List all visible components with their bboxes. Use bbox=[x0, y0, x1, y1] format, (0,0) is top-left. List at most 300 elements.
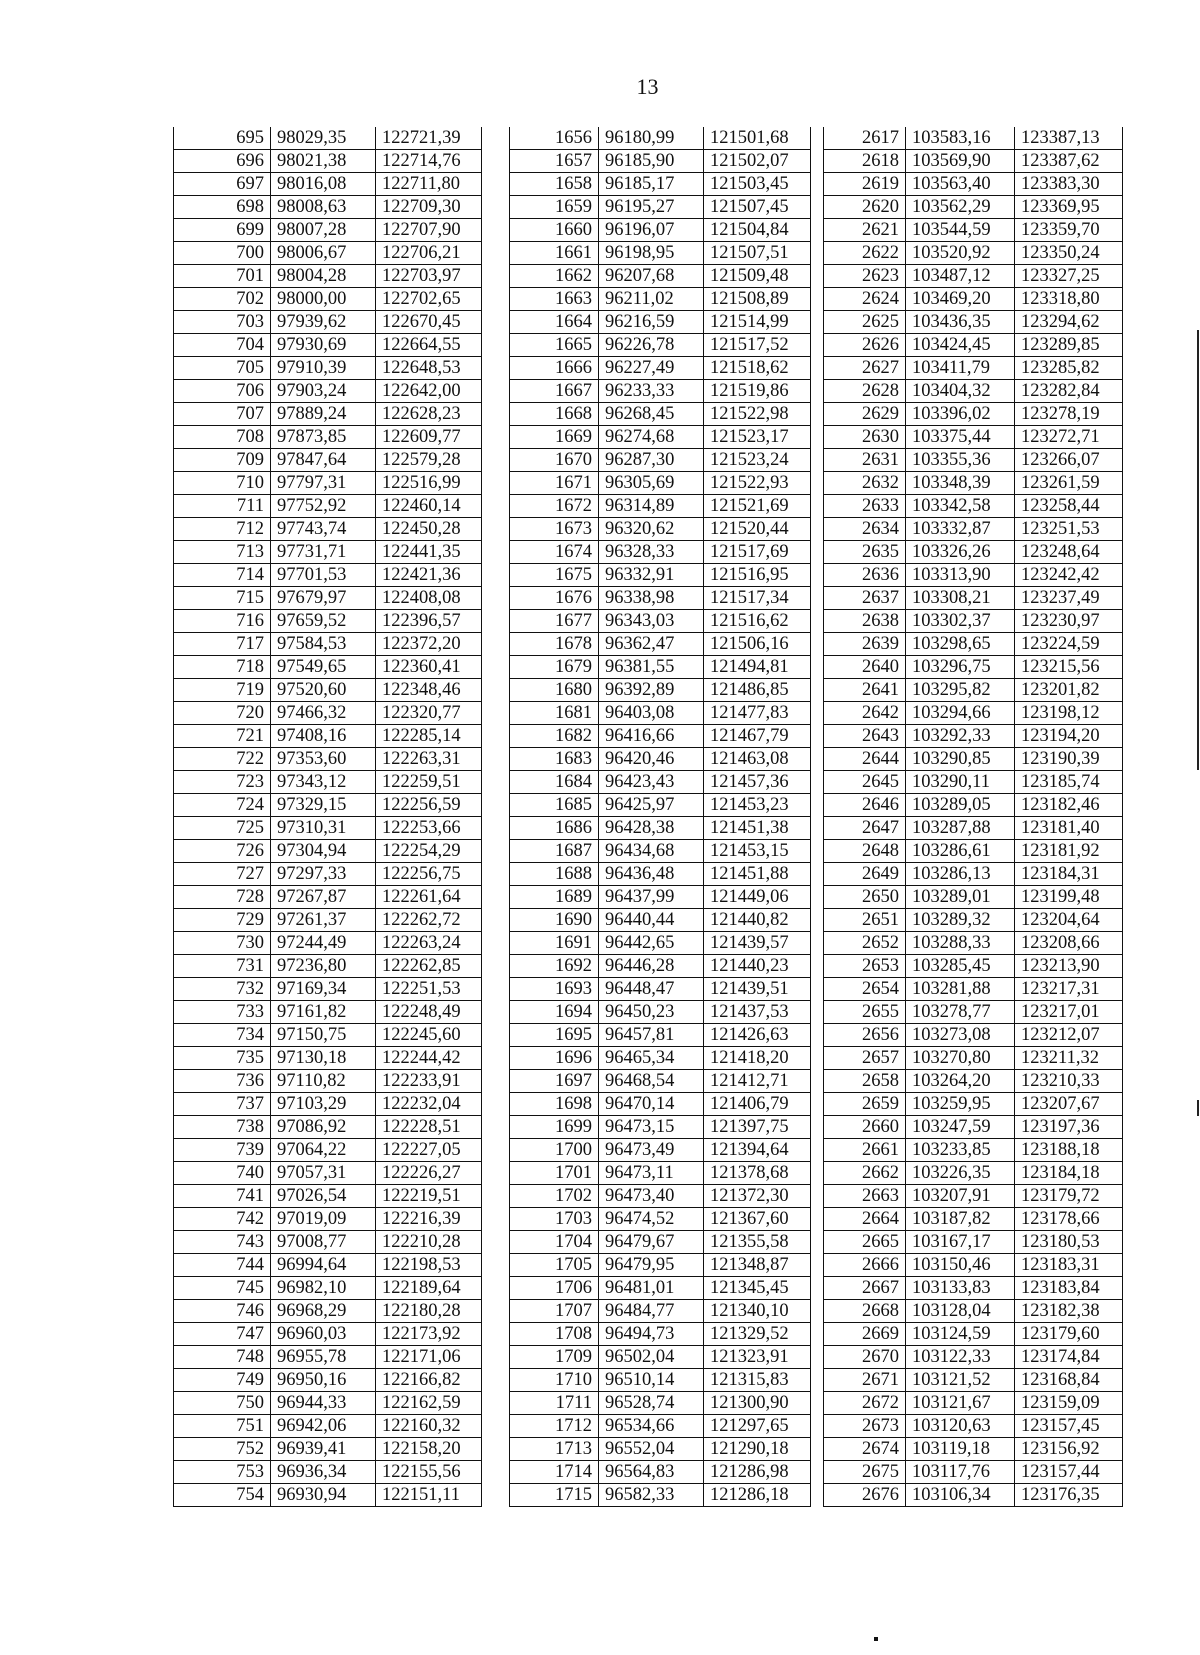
x-coordinate-cell: 96955,78 bbox=[271, 1346, 376, 1369]
y-coordinate-cell: 123190,39 bbox=[1015, 748, 1123, 771]
table-row bbox=[174, 1254, 482, 1277]
table-row bbox=[510, 265, 811, 288]
x-coordinate-cell: 98007,28 bbox=[271, 219, 376, 242]
x-coordinate-cell: 103286,13 bbox=[906, 863, 1015, 886]
point-number-cell: 2667 bbox=[824, 1277, 906, 1300]
table-row bbox=[510, 633, 811, 656]
y-coordinate-cell: 122263,24 bbox=[376, 932, 482, 955]
y-coordinate-cell: 123350,24 bbox=[1015, 242, 1123, 265]
x-coordinate-cell: 103355,36 bbox=[906, 449, 1015, 472]
point-number-cell: 1675 bbox=[510, 564, 599, 587]
table-row bbox=[510, 840, 811, 863]
scan-edge-mark bbox=[1197, 1100, 1199, 1116]
point-number-cell: 2628 bbox=[824, 380, 906, 403]
table-row bbox=[174, 518, 482, 541]
x-coordinate-cell: 96428,38 bbox=[599, 817, 704, 840]
y-coordinate-cell: 122609,77 bbox=[376, 426, 482, 449]
y-coordinate-cell: 122396,57 bbox=[376, 610, 482, 633]
x-coordinate-cell: 97161,82 bbox=[271, 1001, 376, 1024]
x-coordinate-cell: 96185,17 bbox=[599, 173, 704, 196]
x-coordinate-cell: 97549,65 bbox=[271, 656, 376, 679]
x-coordinate-cell: 103247,59 bbox=[906, 1116, 1015, 1139]
y-coordinate-cell: 121508,89 bbox=[704, 288, 811, 311]
x-coordinate-cell: 97797,31 bbox=[271, 472, 376, 495]
y-coordinate-cell: 121451,38 bbox=[704, 817, 811, 840]
table-row bbox=[510, 1369, 811, 1392]
point-number-cell: 713 bbox=[174, 541, 271, 564]
point-number-cell: 1700 bbox=[510, 1139, 599, 1162]
point-number-cell: 723 bbox=[174, 771, 271, 794]
point-number-cell: 751 bbox=[174, 1415, 271, 1438]
x-coordinate-cell: 97064,22 bbox=[271, 1139, 376, 1162]
y-coordinate-cell: 123387,13 bbox=[1015, 127, 1123, 150]
table-row bbox=[824, 863, 1123, 886]
x-coordinate-cell: 96473,11 bbox=[599, 1162, 704, 1185]
table-row bbox=[824, 610, 1123, 633]
point-number-cell: 1657 bbox=[510, 150, 599, 173]
table-row bbox=[510, 127, 811, 150]
x-coordinate-cell: 103273,08 bbox=[906, 1024, 1015, 1047]
x-coordinate-cell: 97930,69 bbox=[271, 334, 376, 357]
x-coordinate-cell: 96982,10 bbox=[271, 1277, 376, 1300]
table-row bbox=[174, 541, 482, 564]
point-number-cell: 1671 bbox=[510, 472, 599, 495]
y-coordinate-cell: 123179,60 bbox=[1015, 1323, 1123, 1346]
table-row bbox=[510, 1208, 811, 1231]
point-number-cell: 1685 bbox=[510, 794, 599, 817]
x-coordinate-cell: 96528,74 bbox=[599, 1392, 704, 1415]
x-coordinate-cell: 96381,55 bbox=[599, 656, 704, 679]
y-coordinate-cell: 121372,30 bbox=[704, 1185, 811, 1208]
table-row bbox=[510, 1116, 811, 1139]
table-row bbox=[510, 1277, 811, 1300]
y-coordinate-cell: 121509,48 bbox=[704, 265, 811, 288]
point-number-cell: 725 bbox=[174, 817, 271, 840]
x-coordinate-cell: 97903,24 bbox=[271, 380, 376, 403]
point-number-cell: 2633 bbox=[824, 495, 906, 518]
y-coordinate-cell: 122262,85 bbox=[376, 955, 482, 978]
table-row bbox=[824, 518, 1123, 541]
point-number-cell: 2659 bbox=[824, 1093, 906, 1116]
table-row bbox=[510, 219, 811, 242]
x-coordinate-cell: 97236,80 bbox=[271, 955, 376, 978]
x-coordinate-cell: 103281,88 bbox=[906, 978, 1015, 1001]
y-coordinate-cell: 121286,98 bbox=[704, 1461, 811, 1484]
point-number-cell: 738 bbox=[174, 1116, 271, 1139]
table-row bbox=[510, 1231, 811, 1254]
y-coordinate-cell: 121477,83 bbox=[704, 702, 811, 725]
x-coordinate-cell: 103117,76 bbox=[906, 1461, 1015, 1484]
y-coordinate-cell: 122628,23 bbox=[376, 403, 482, 426]
x-coordinate-cell: 103285,45 bbox=[906, 955, 1015, 978]
x-coordinate-cell: 103487,12 bbox=[906, 265, 1015, 288]
y-coordinate-cell: 122228,51 bbox=[376, 1116, 482, 1139]
x-coordinate-cell: 96420,46 bbox=[599, 748, 704, 771]
x-coordinate-cell: 96274,68 bbox=[599, 426, 704, 449]
x-coordinate-cell: 96960,03 bbox=[271, 1323, 376, 1346]
point-number-cell: 1713 bbox=[510, 1438, 599, 1461]
scan-edge-mark bbox=[1197, 330, 1199, 770]
table-row bbox=[510, 1070, 811, 1093]
x-coordinate-cell: 97329,15 bbox=[271, 794, 376, 817]
x-coordinate-cell: 103396,02 bbox=[906, 403, 1015, 426]
table-row bbox=[510, 1415, 811, 1438]
point-number-cell: 2665 bbox=[824, 1231, 906, 1254]
table-row bbox=[174, 679, 482, 702]
table-row bbox=[510, 518, 811, 541]
x-coordinate-cell: 103348,39 bbox=[906, 472, 1015, 495]
point-number-cell: 2674 bbox=[824, 1438, 906, 1461]
point-number-cell: 1708 bbox=[510, 1323, 599, 1346]
table-row bbox=[174, 403, 482, 426]
y-coordinate-cell: 123183,84 bbox=[1015, 1277, 1123, 1300]
x-coordinate-cell: 97939,62 bbox=[271, 311, 376, 334]
x-coordinate-cell: 96180,99 bbox=[599, 127, 704, 150]
table-row bbox=[174, 978, 482, 1001]
point-number-cell: 2673 bbox=[824, 1415, 906, 1438]
x-coordinate-cell: 96968,29 bbox=[271, 1300, 376, 1323]
y-coordinate-cell: 121286,18 bbox=[704, 1484, 811, 1507]
y-coordinate-cell: 122711,80 bbox=[376, 173, 482, 196]
y-coordinate-cell: 122262,72 bbox=[376, 909, 482, 932]
table-row bbox=[174, 1346, 482, 1369]
y-coordinate-cell: 123242,42 bbox=[1015, 564, 1123, 587]
y-coordinate-cell: 123179,72 bbox=[1015, 1185, 1123, 1208]
y-coordinate-cell: 122460,14 bbox=[376, 495, 482, 518]
table-row bbox=[174, 1323, 482, 1346]
x-coordinate-cell: 96320,62 bbox=[599, 518, 704, 541]
point-number-cell: 699 bbox=[174, 219, 271, 242]
table-row bbox=[174, 1024, 482, 1047]
point-number-cell: 1666 bbox=[510, 357, 599, 380]
y-coordinate-cell: 123266,07 bbox=[1015, 449, 1123, 472]
table-row bbox=[824, 587, 1123, 610]
x-coordinate-cell: 96314,89 bbox=[599, 495, 704, 518]
y-coordinate-cell: 123294,62 bbox=[1015, 311, 1123, 334]
point-number-cell: 2631 bbox=[824, 449, 906, 472]
point-number-cell: 745 bbox=[174, 1277, 271, 1300]
table-row bbox=[824, 265, 1123, 288]
point-number-cell: 2648 bbox=[824, 840, 906, 863]
x-coordinate-cell: 96436,48 bbox=[599, 863, 704, 886]
table-row bbox=[174, 265, 482, 288]
y-coordinate-cell: 121506,16 bbox=[704, 633, 811, 656]
x-coordinate-cell: 96448,47 bbox=[599, 978, 704, 1001]
table-row bbox=[824, 1139, 1123, 1162]
point-number-cell: 2618 bbox=[824, 150, 906, 173]
x-coordinate-cell: 97408,16 bbox=[271, 725, 376, 748]
y-coordinate-cell: 121523,17 bbox=[704, 426, 811, 449]
table-row bbox=[174, 357, 482, 380]
table-row bbox=[510, 817, 811, 840]
y-coordinate-cell: 121507,51 bbox=[704, 242, 811, 265]
point-number-cell: 2649 bbox=[824, 863, 906, 886]
table-row bbox=[824, 840, 1123, 863]
x-coordinate-cell: 103544,59 bbox=[906, 219, 1015, 242]
y-coordinate-cell: 121297,65 bbox=[704, 1415, 811, 1438]
y-coordinate-cell: 123369,95 bbox=[1015, 196, 1123, 219]
table-row bbox=[824, 357, 1123, 380]
x-coordinate-cell: 103302,37 bbox=[906, 610, 1015, 633]
table-row bbox=[510, 1254, 811, 1277]
x-coordinate-cell: 97150,75 bbox=[271, 1024, 376, 1047]
x-coordinate-cell: 103233,85 bbox=[906, 1139, 1015, 1162]
table-row bbox=[824, 334, 1123, 357]
table-row bbox=[510, 1438, 811, 1461]
x-coordinate-cell: 96450,23 bbox=[599, 1001, 704, 1024]
y-coordinate-cell: 122714,76 bbox=[376, 150, 482, 173]
x-coordinate-cell: 96552,04 bbox=[599, 1438, 704, 1461]
y-coordinate-cell: 123217,01 bbox=[1015, 1001, 1123, 1024]
point-number-cell: 1678 bbox=[510, 633, 599, 656]
x-coordinate-cell: 103150,46 bbox=[906, 1254, 1015, 1277]
x-coordinate-cell: 97731,71 bbox=[271, 541, 376, 564]
table-row bbox=[174, 1185, 482, 1208]
table-row bbox=[174, 311, 482, 334]
table-row bbox=[824, 748, 1123, 771]
point-number-cell: 1706 bbox=[510, 1277, 599, 1300]
table-row bbox=[824, 380, 1123, 403]
y-coordinate-cell: 123194,20 bbox=[1015, 725, 1123, 748]
point-number-cell: 1696 bbox=[510, 1047, 599, 1070]
y-coordinate-cell: 122709,30 bbox=[376, 196, 482, 219]
point-number-cell: 704 bbox=[174, 334, 271, 357]
table-row bbox=[174, 1461, 482, 1484]
point-number-cell: 2642 bbox=[824, 702, 906, 725]
table-row bbox=[510, 449, 811, 472]
x-coordinate-cell: 96479,95 bbox=[599, 1254, 704, 1277]
point-number-cell: 1659 bbox=[510, 196, 599, 219]
table-row bbox=[174, 150, 482, 173]
table-row bbox=[824, 656, 1123, 679]
point-number-cell: 712 bbox=[174, 518, 271, 541]
x-coordinate-cell: 96207,68 bbox=[599, 265, 704, 288]
x-coordinate-cell: 103288,33 bbox=[906, 932, 1015, 955]
x-coordinate-cell: 96473,15 bbox=[599, 1116, 704, 1139]
table-row bbox=[824, 1323, 1123, 1346]
y-coordinate-cell: 123210,33 bbox=[1015, 1070, 1123, 1093]
x-coordinate-cell: 96473,49 bbox=[599, 1139, 704, 1162]
y-coordinate-cell: 123212,07 bbox=[1015, 1024, 1123, 1047]
x-coordinate-cell: 103289,01 bbox=[906, 886, 1015, 909]
point-number-cell: 726 bbox=[174, 840, 271, 863]
x-coordinate-cell: 98008,63 bbox=[271, 196, 376, 219]
y-coordinate-cell: 122707,90 bbox=[376, 219, 482, 242]
table-row bbox=[174, 725, 482, 748]
table-row bbox=[824, 1300, 1123, 1323]
x-coordinate-cell: 96332,91 bbox=[599, 564, 704, 587]
x-coordinate-cell: 97297,33 bbox=[271, 863, 376, 886]
table-row bbox=[824, 1001, 1123, 1024]
x-coordinate-cell: 96328,33 bbox=[599, 541, 704, 564]
table-row bbox=[824, 955, 1123, 978]
x-coordinate-cell: 96484,77 bbox=[599, 1300, 704, 1323]
point-number-cell: 1662 bbox=[510, 265, 599, 288]
point-number-cell: 2617 bbox=[824, 127, 906, 150]
point-number-cell: 1710 bbox=[510, 1369, 599, 1392]
point-number-cell: 1692 bbox=[510, 955, 599, 978]
x-coordinate-cell: 97889,24 bbox=[271, 403, 376, 426]
point-number-cell: 1661 bbox=[510, 242, 599, 265]
table-row bbox=[510, 242, 811, 265]
x-coordinate-cell: 97466,32 bbox=[271, 702, 376, 725]
y-coordinate-cell: 121519,86 bbox=[704, 380, 811, 403]
y-coordinate-cell: 121439,51 bbox=[704, 978, 811, 1001]
point-number-cell: 717 bbox=[174, 633, 271, 656]
x-coordinate-cell: 96211,02 bbox=[599, 288, 704, 311]
x-coordinate-cell: 96423,43 bbox=[599, 771, 704, 794]
x-coordinate-cell: 103436,35 bbox=[906, 311, 1015, 334]
y-coordinate-cell: 121406,79 bbox=[704, 1093, 811, 1116]
point-number-cell: 2639 bbox=[824, 633, 906, 656]
y-coordinate-cell: 123184,31 bbox=[1015, 863, 1123, 886]
point-number-cell: 700 bbox=[174, 242, 271, 265]
y-coordinate-cell: 123198,12 bbox=[1015, 702, 1123, 725]
y-coordinate-cell: 122285,14 bbox=[376, 725, 482, 748]
table-row bbox=[174, 380, 482, 403]
y-coordinate-cell: 123201,82 bbox=[1015, 679, 1123, 702]
x-coordinate-cell: 103313,90 bbox=[906, 564, 1015, 587]
table-row bbox=[174, 288, 482, 311]
y-coordinate-cell: 122421,36 bbox=[376, 564, 482, 587]
table-row bbox=[174, 702, 482, 725]
y-coordinate-cell: 121467,79 bbox=[704, 725, 811, 748]
point-number-cell: 1679 bbox=[510, 656, 599, 679]
x-coordinate-cell: 96268,45 bbox=[599, 403, 704, 426]
point-number-cell: 744 bbox=[174, 1254, 271, 1277]
y-coordinate-cell: 123251,53 bbox=[1015, 518, 1123, 541]
table-row bbox=[174, 656, 482, 679]
x-coordinate-cell: 97019,09 bbox=[271, 1208, 376, 1231]
point-number-cell: 708 bbox=[174, 426, 271, 449]
y-coordinate-cell: 122245,60 bbox=[376, 1024, 482, 1047]
x-coordinate-cell: 103121,52 bbox=[906, 1369, 1015, 1392]
point-number-cell: 736 bbox=[174, 1070, 271, 1093]
y-coordinate-cell: 123157,44 bbox=[1015, 1461, 1123, 1484]
point-number-cell: 2620 bbox=[824, 196, 906, 219]
point-number-cell: 1668 bbox=[510, 403, 599, 426]
table-row bbox=[174, 1277, 482, 1300]
table-row bbox=[824, 725, 1123, 748]
point-number-cell: 1663 bbox=[510, 288, 599, 311]
y-coordinate-cell: 122259,51 bbox=[376, 771, 482, 794]
x-coordinate-cell: 103121,67 bbox=[906, 1392, 1015, 1415]
table-row bbox=[174, 1139, 482, 1162]
table-row bbox=[174, 1300, 482, 1323]
table-row bbox=[824, 1461, 1123, 1484]
table-row bbox=[824, 426, 1123, 449]
table-row bbox=[824, 978, 1123, 1001]
x-coordinate-cell: 96936,34 bbox=[271, 1461, 376, 1484]
x-coordinate-cell: 96510,14 bbox=[599, 1369, 704, 1392]
point-number-cell: 2654 bbox=[824, 978, 906, 1001]
table-row bbox=[824, 633, 1123, 656]
point-number-cell: 749 bbox=[174, 1369, 271, 1392]
point-number-cell: 2676 bbox=[824, 1484, 906, 1507]
y-coordinate-cell: 123182,46 bbox=[1015, 794, 1123, 817]
table-row bbox=[174, 886, 482, 909]
y-coordinate-cell: 123237,49 bbox=[1015, 587, 1123, 610]
point-number-cell: 1714 bbox=[510, 1461, 599, 1484]
table-row bbox=[174, 127, 482, 150]
x-coordinate-cell: 96481,01 bbox=[599, 1277, 704, 1300]
point-number-cell: 2666 bbox=[824, 1254, 906, 1277]
x-coordinate-cell: 97310,31 bbox=[271, 817, 376, 840]
x-coordinate-cell: 103469,20 bbox=[906, 288, 1015, 311]
x-coordinate-cell: 103308,21 bbox=[906, 587, 1015, 610]
table-row bbox=[824, 288, 1123, 311]
table-row bbox=[824, 1116, 1123, 1139]
table-row bbox=[174, 587, 482, 610]
x-coordinate-cell: 103122,33 bbox=[906, 1346, 1015, 1369]
table-row bbox=[510, 1300, 811, 1323]
x-coordinate-cell: 97584,53 bbox=[271, 633, 376, 656]
point-number-cell: 2635 bbox=[824, 541, 906, 564]
table-row bbox=[174, 932, 482, 955]
x-coordinate-cell: 96343,03 bbox=[599, 610, 704, 633]
x-coordinate-cell: 96226,78 bbox=[599, 334, 704, 357]
point-number-cell: 750 bbox=[174, 1392, 271, 1415]
y-coordinate-cell: 121451,88 bbox=[704, 863, 811, 886]
point-number-cell: 1660 bbox=[510, 219, 599, 242]
x-coordinate-cell: 103342,58 bbox=[906, 495, 1015, 518]
x-coordinate-cell: 97086,92 bbox=[271, 1116, 376, 1139]
x-coordinate-cell: 103120,63 bbox=[906, 1415, 1015, 1438]
coordinates-table-3 bbox=[823, 127, 1123, 1507]
table-row bbox=[824, 219, 1123, 242]
table-row bbox=[510, 150, 811, 173]
x-coordinate-cell: 96473,40 bbox=[599, 1185, 704, 1208]
point-number-cell: 701 bbox=[174, 265, 271, 288]
x-coordinate-cell: 98021,38 bbox=[271, 150, 376, 173]
y-coordinate-cell: 122158,20 bbox=[376, 1438, 482, 1461]
table-row bbox=[824, 1415, 1123, 1438]
point-number-cell: 2641 bbox=[824, 679, 906, 702]
x-coordinate-cell: 97244,49 bbox=[271, 932, 376, 955]
y-coordinate-cell: 121520,44 bbox=[704, 518, 811, 541]
table-row bbox=[510, 771, 811, 794]
y-coordinate-cell: 121521,69 bbox=[704, 495, 811, 518]
table-row bbox=[510, 679, 811, 702]
point-number-cell: 718 bbox=[174, 656, 271, 679]
point-number-cell: 1658 bbox=[510, 173, 599, 196]
x-coordinate-cell: 97743,74 bbox=[271, 518, 376, 541]
point-number-cell: 748 bbox=[174, 1346, 271, 1369]
x-coordinate-cell: 96216,59 bbox=[599, 311, 704, 334]
y-coordinate-cell: 122261,64 bbox=[376, 886, 482, 909]
x-coordinate-cell: 97520,60 bbox=[271, 679, 376, 702]
y-coordinate-cell: 122664,55 bbox=[376, 334, 482, 357]
point-number-cell: 735 bbox=[174, 1047, 271, 1070]
point-number-cell: 733 bbox=[174, 1001, 271, 1024]
x-coordinate-cell: 96403,08 bbox=[599, 702, 704, 725]
y-coordinate-cell: 123211,32 bbox=[1015, 1047, 1123, 1070]
point-number-cell: 740 bbox=[174, 1162, 271, 1185]
x-coordinate-cell: 96440,44 bbox=[599, 909, 704, 932]
point-number-cell: 731 bbox=[174, 955, 271, 978]
y-coordinate-cell: 123204,64 bbox=[1015, 909, 1123, 932]
point-number-cell: 1686 bbox=[510, 817, 599, 840]
table-row bbox=[174, 1231, 482, 1254]
y-coordinate-cell: 123289,85 bbox=[1015, 334, 1123, 357]
x-coordinate-cell: 103563,40 bbox=[906, 173, 1015, 196]
table-row bbox=[824, 932, 1123, 955]
table-row bbox=[174, 1070, 482, 1093]
point-number-cell: 1694 bbox=[510, 1001, 599, 1024]
x-coordinate-cell: 103375,44 bbox=[906, 426, 1015, 449]
point-number-cell: 747 bbox=[174, 1323, 271, 1346]
x-coordinate-cell: 103326,26 bbox=[906, 541, 1015, 564]
